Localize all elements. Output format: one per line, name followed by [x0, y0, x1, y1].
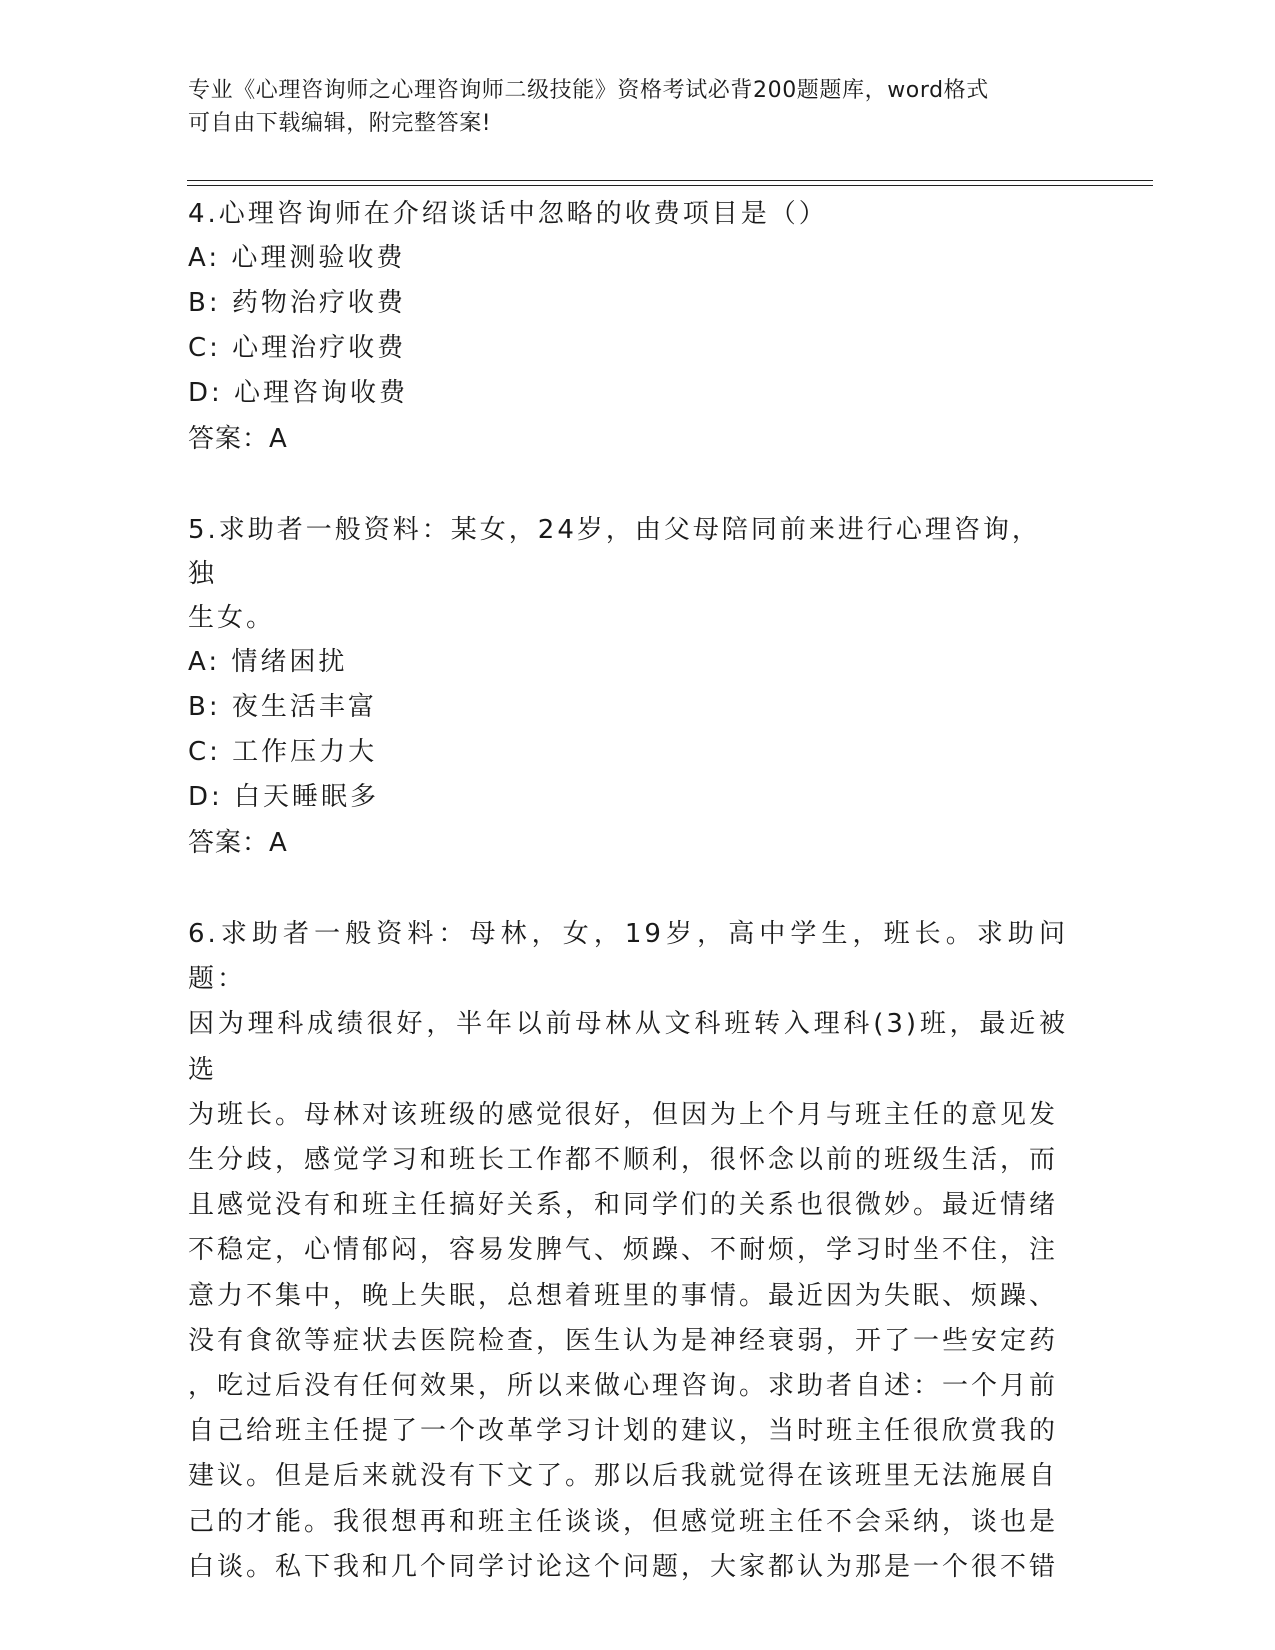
paragraph-line: 意力不集中，晚上失眠，总想着班里的事情。最近因为失眠、烦躁、: [188, 1280, 1059, 1311]
answer: 答案：A: [188, 828, 288, 858]
spacer: [188, 462, 1068, 508]
paragraph-line: 白谈。私下我和几个同学讨论这个问题，大家都认为那是一个很不错: [188, 1551, 1059, 1582]
option-b: B: 药物治疗收费: [188, 288, 406, 318]
paragraph-line: 生分歧，感觉学习和班长工作都不顺利，很怀念以前的班级生活，而: [188, 1145, 1059, 1176]
paragraph-line: 6.求助者一般资料：母林，女，19岁，高中学生，班长。求助问题：: [188, 919, 1068, 995]
header-line-1: 专业《心理咨询师之心理咨询师二级技能》资格考试必背200题题库，word格式: [188, 78, 989, 103]
answer: 答案：A: [188, 424, 288, 454]
document-header: [188, 74, 1068, 140]
paragraph-line: 不稳定，心情郁闷，容易发脾气、烦躁、不耐烦，学习时坐不住，注: [188, 1235, 1059, 1266]
paragraph-line: 己的才能。我很想再和班主任谈谈，但感觉班主任不会采纳，谈也是: [188, 1506, 1059, 1537]
header-line-2: 可自由下载编辑，附完整答案!: [188, 111, 492, 136]
question-stem-line-2: 生女。: [188, 603, 276, 633]
paragraph-line: 因为理科成绩很好，半年以前母林从文科班转入理科(3)班，最近被选: [188, 1009, 1068, 1085]
paragraph-line: 建议。但是后来就没有下文了。那以后我就觉得在该班里无法施展自: [188, 1461, 1059, 1492]
questions-content: [188, 192, 1068, 1590]
spacer: [188, 866, 1068, 912]
paragraph-line: 且感觉没有和班主任搞好关系，和同学们的关系也很微妙。最近情绪: [188, 1190, 1059, 1221]
option-a: A: 心理测验收费: [188, 243, 406, 273]
option-c: C: 心理治疗收费: [188, 333, 407, 363]
paragraph-line: ，吃过后没有任何效果，所以来做心理咨询。求助者自述：一个月前: [188, 1371, 1059, 1402]
question-stem: 4.心理咨询师在介绍谈话中忽略的收费项目是（）: [188, 199, 828, 229]
option-d: D: 白天睡眠多: [188, 782, 380, 812]
option-d: D: 心理咨询收费: [188, 378, 409, 408]
header-rule-bottom: [187, 185, 1153, 186]
option-a: A: 情绪困扰: [188, 647, 348, 677]
option-b: B: 夜生活丰富: [188, 692, 377, 722]
question-5: [188, 508, 1068, 866]
option-c: C: 工作压力大: [188, 737, 378, 767]
paragraph-line: 没有食欲等症状去医院检查，医生认为是神经衰弱，开了一些安定药: [188, 1325, 1059, 1356]
question-stem-line-1: 5.求助者一般资料：某女，24岁，由父母陪同前来进行心理咨询，独: [188, 515, 1041, 589]
question-4: [188, 192, 1068, 462]
paragraph-line: 自己给班主任提了一个改革学习计划的建议，当时班主任很欣赏我的: [188, 1416, 1059, 1447]
header-rule-top: [187, 180, 1153, 181]
paragraph-line: 为班长。母林对该班级的感觉很好，但因为上个月与班主任的意见发: [188, 1099, 1059, 1130]
question-6: [188, 912, 1068, 1590]
